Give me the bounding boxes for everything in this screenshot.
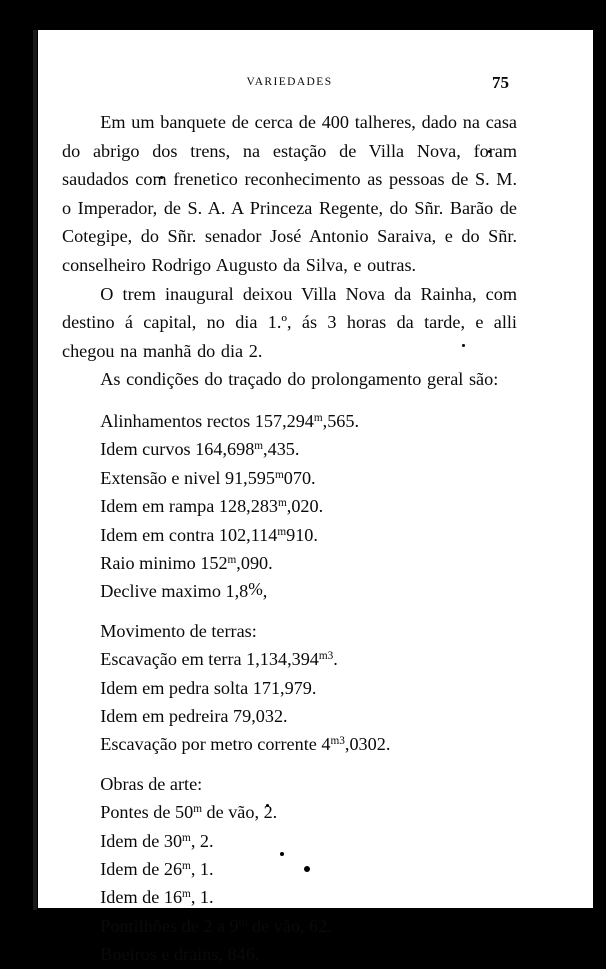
spec-line xyxy=(62,883,517,911)
paragraph-banquet: Em um banquete de cerca de 400 talheres, dado na casa do abrigo dos trens, na estação de Villa Nova, foram saudados com frenetico reconhecimento as pessoas de S. M. o Imperador, de S. A. A Princeza Regente, do Sñr. Barão de Cotegipe, do Sñr. senador José Antonio Saraiva, e do Sñr. conselheiro Rodrigo Augusto da Silva, e outras. xyxy=(62,112,517,275)
spec-line xyxy=(62,912,517,940)
spec-value: 16 xyxy=(163,887,183,908)
spec-unit: m3 xyxy=(318,650,334,663)
spec-unit: m xyxy=(182,860,191,873)
spec-suffix: , 1. xyxy=(190,859,214,880)
spec-suffix: . xyxy=(283,706,288,726)
spec-label: Raio minimo xyxy=(100,552,201,573)
spec-unit: m xyxy=(227,554,237,567)
spec-line xyxy=(62,798,517,826)
spec-group-heading: Movimento de terras: xyxy=(100,620,257,641)
spec-value: 79,032 xyxy=(233,706,284,726)
spec-label: Idem em pedra solta xyxy=(100,677,253,698)
spec-value: 102,114 xyxy=(218,524,278,545)
spec-label: Idem em pedreira xyxy=(100,706,234,726)
text-column xyxy=(62,73,517,969)
spec-suffix: , 1. xyxy=(190,887,214,908)
spec-value: 152 xyxy=(200,552,228,573)
spec-label: Declive maximo xyxy=(100,581,226,602)
spec-line xyxy=(62,702,517,730)
spec-label: Idem em contra xyxy=(100,524,219,545)
spec-value: 1,134,394 xyxy=(246,649,319,670)
running-head xyxy=(62,73,517,102)
spec-unit: m xyxy=(182,888,191,901)
spec-label: Escavação por metro corrente xyxy=(100,734,322,755)
spec-value: 30 xyxy=(163,830,183,851)
spec-unit: m3 xyxy=(330,735,345,748)
spec-suffix: , 2. xyxy=(190,830,214,851)
spec-value: 9 xyxy=(229,915,239,936)
spec-suffix: . xyxy=(311,677,317,698)
spec-unit: m xyxy=(182,831,191,844)
spec-label: Idem em rampa xyxy=(100,496,219,517)
spec-label: Idem de xyxy=(100,830,164,851)
percent-symbol: % xyxy=(248,579,263,600)
spec-label: Extensão e nivel xyxy=(100,467,225,488)
spec-value: 171,979 xyxy=(252,677,312,698)
spec-unit: m xyxy=(313,412,323,425)
spec-value: 26 xyxy=(163,859,183,880)
spec-value: 4 xyxy=(321,734,331,755)
spec-line xyxy=(62,435,517,463)
spec-suffix: ,565. xyxy=(322,410,360,431)
spec-list-alignment xyxy=(62,407,517,606)
spec-line xyxy=(62,407,517,435)
spec-unit: m xyxy=(254,440,264,453)
spec-unit: m xyxy=(278,497,287,510)
spec-suffix: ,090. xyxy=(236,552,273,573)
spec-unit: m xyxy=(277,525,287,538)
scan-gutter-shadow-inner xyxy=(33,30,37,910)
paragraph-inaugural-train: O trem inaugural deixou Villa Nova da Rainha, com destino á capital, no dia 1.º, ás 3 horas da tarde, e alli chegou na manhã do dia 2. xyxy=(62,283,517,361)
spec-label: Idem de xyxy=(100,859,164,880)
spec-list-earthworks xyxy=(62,617,517,759)
spec-value: 157,294 xyxy=(254,410,314,431)
spec-value: 128,283 xyxy=(218,496,278,517)
spacer xyxy=(62,606,517,617)
spec-unit: m xyxy=(274,468,284,481)
spec-label: Boeiros e drains, 846. xyxy=(100,944,260,965)
spec-line xyxy=(62,492,517,520)
spec-suffix: ,0302. xyxy=(344,734,391,755)
spec-label: Idem de xyxy=(100,887,164,908)
spec-line xyxy=(62,645,517,673)
spec-line xyxy=(62,730,517,758)
spec-line xyxy=(62,940,517,968)
spec-label: Alinhamentos rectos xyxy=(100,410,255,431)
page-number: 75 xyxy=(492,73,509,92)
spec-suffix: 910. xyxy=(286,524,318,545)
paragraph-conditions-intro: As condições do traçado do prolongamento geral são: xyxy=(100,369,499,390)
spec-suffix: . xyxy=(333,649,338,670)
spec-line xyxy=(62,521,517,549)
spec-list-structures xyxy=(62,770,517,969)
spec-group-heading: Obras de arte: xyxy=(100,773,203,794)
spec-line xyxy=(62,464,517,492)
spec-line xyxy=(62,855,517,883)
spec-line xyxy=(62,827,517,855)
spec-suffix: ,020. xyxy=(286,496,324,517)
spec-suffix: 070. xyxy=(283,467,316,488)
spec-line xyxy=(62,577,517,605)
scan-gutter-shadow xyxy=(20,30,33,910)
spec-suffix: de vão, 62. xyxy=(247,915,332,936)
spec-line xyxy=(62,549,517,577)
spec-unit: m xyxy=(238,916,248,929)
spec-value: 50 xyxy=(175,802,194,823)
spec-label: Pontilhões de 2 a xyxy=(100,915,230,936)
spacer xyxy=(62,394,517,407)
spec-value: 1,8 xyxy=(225,581,249,602)
spec-value: 164,698 xyxy=(195,439,255,460)
spec-value: 91,595 xyxy=(224,467,275,488)
spec-suffix: ,435. xyxy=(263,439,300,460)
spec-label: Pontes de xyxy=(100,802,175,823)
spec-suffix: , xyxy=(262,581,268,602)
running-head-title: VARIEDADES xyxy=(246,76,333,88)
spec-label: Idem curvos xyxy=(100,439,196,460)
spec-unit: m xyxy=(193,803,202,816)
spec-line xyxy=(62,674,517,702)
spec-suffix: de vão, 2. xyxy=(201,802,278,823)
spec-label: Escavação em terra xyxy=(100,649,247,670)
spacer xyxy=(62,759,517,770)
